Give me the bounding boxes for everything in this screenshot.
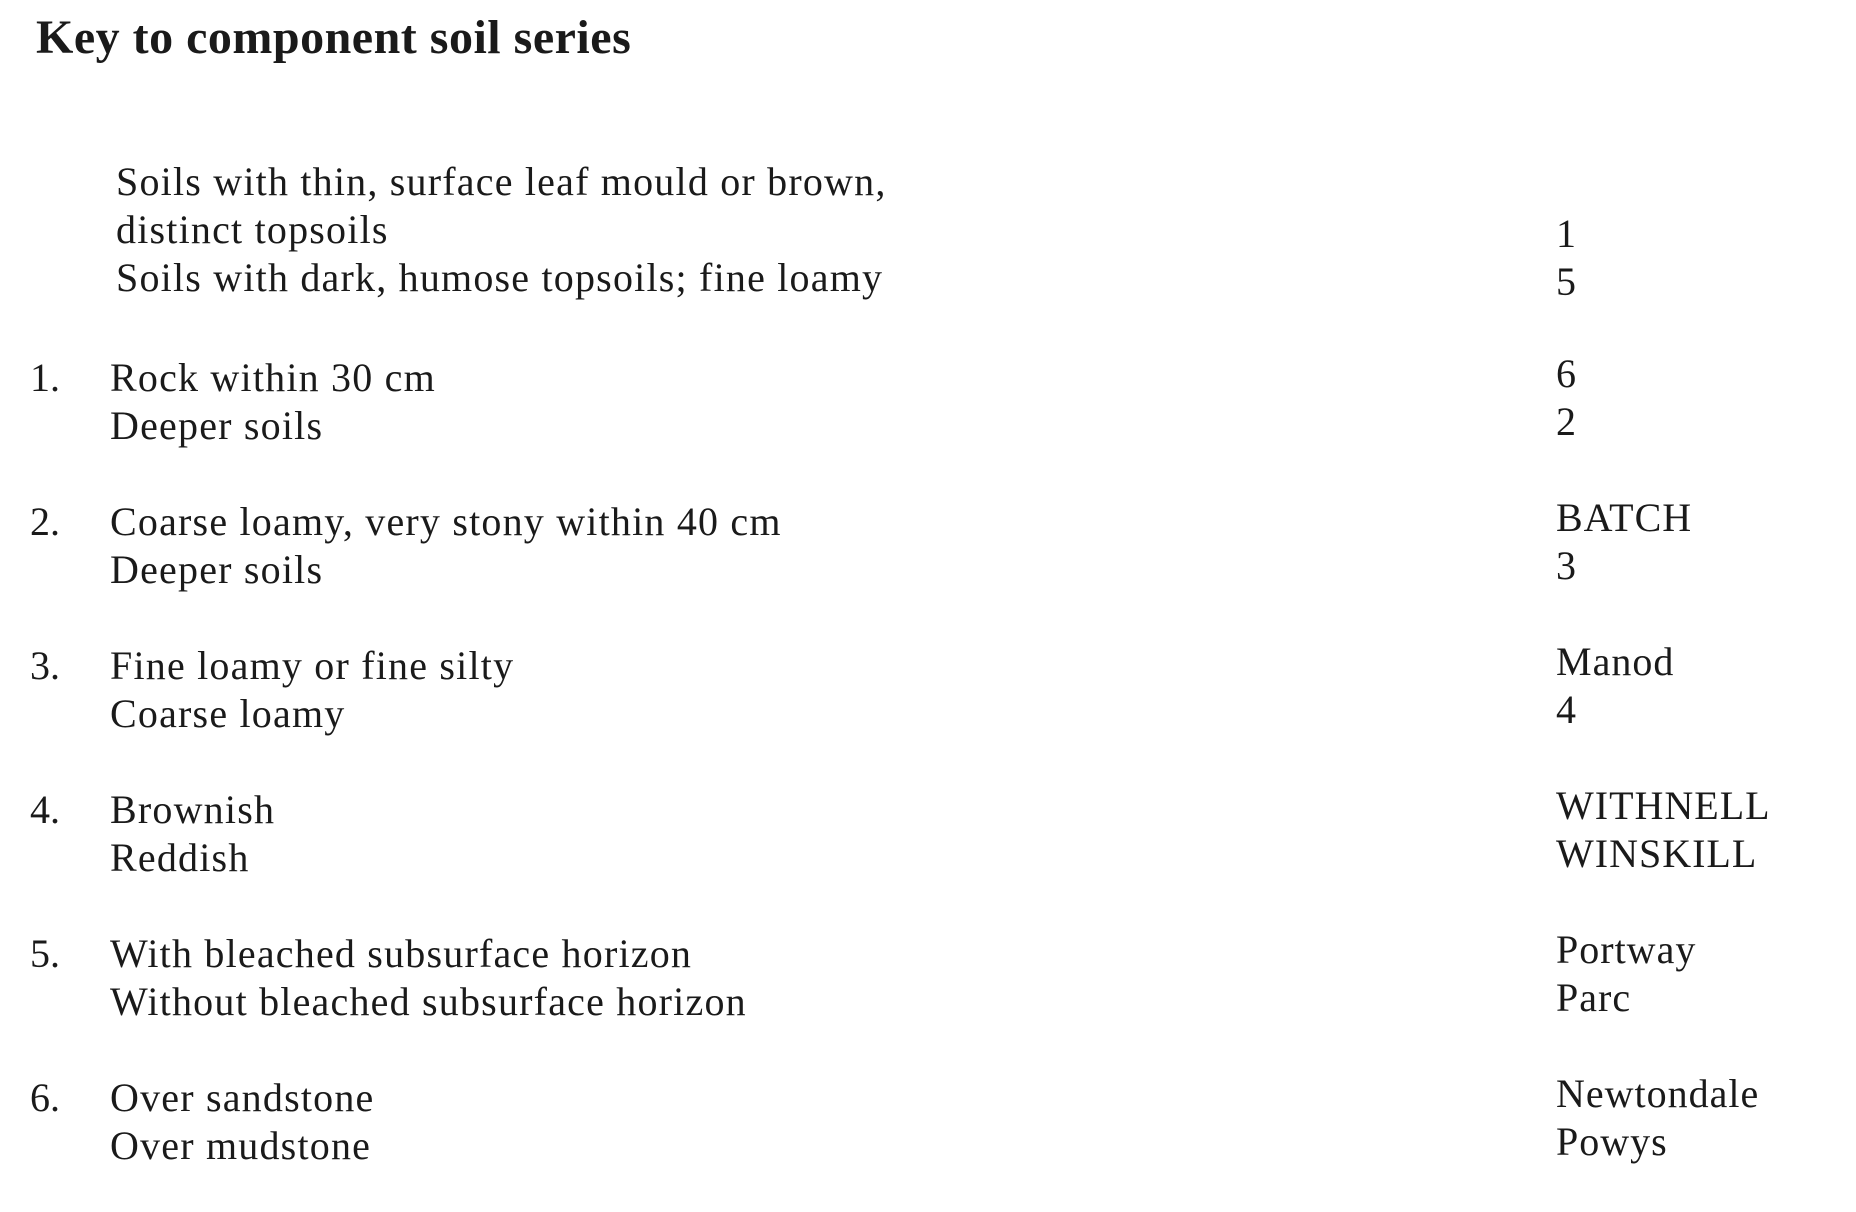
intro-line-1: Soils with thin, surface leaf mould or brown, [116,159,887,204]
intro-result-1: 1 [1556,211,1577,256]
step-1-option-1: Rock within 30 cm [110,355,436,400]
intro-line-2: distinct topsoils [116,207,389,252]
step-2-option-2: Deeper soils [110,547,324,592]
step-4-option-1: Brownish [110,787,276,832]
step-2-result-2: 3 [1556,543,1577,588]
step-5-option-1: With bleached subsurface horizon [110,931,693,976]
step-6-option-2: Over mudstone [110,1123,372,1168]
step-3-result-1: Manod [1556,639,1675,684]
step-1-option-2: Deeper soils [110,403,324,448]
step-5-result-2: Parc [1556,975,1632,1020]
step-6-option-1: Over sandstone [110,1075,375,1120]
step-3-result-2: 4 [1556,687,1577,732]
step-3-option-1: Fine loamy or fine silty [110,643,515,688]
step-2-result-1: BATCH [1556,495,1693,540]
step-6-result-2: Powys [1556,1119,1668,1164]
intro-line-3: Soils with dark, humose topsoils; fine loamy [116,255,884,300]
step-4-result-2: WINSKILL [1556,831,1758,876]
step-number-1: 1. [30,355,60,400]
step-number-3: 3. [30,643,60,688]
step-2-option-1: Coarse loamy, very stony within 40 cm [110,499,782,544]
step-5-option-2: Without bleached subsurface horizon [110,979,747,1024]
step-number-2: 2. [30,499,60,544]
step-number-6: 6. [30,1075,60,1120]
step-4-result-1: WITHNELL [1556,783,1771,828]
step-number-4: 4. [30,787,60,832]
step-5-result-1: Portway [1556,927,1697,972]
intro-result-2: 5 [1556,259,1577,304]
step-3-option-2: Coarse loamy [110,691,346,736]
step-1-result-2: 2 [1556,399,1577,444]
step-1-result-1: 6 [1556,351,1577,396]
step-4-option-2: Reddish [110,835,250,880]
step-number-5: 5. [30,931,60,976]
page-title: Key to component soil series [36,11,632,64]
step-6-result-1: Newtondale [1556,1071,1760,1116]
